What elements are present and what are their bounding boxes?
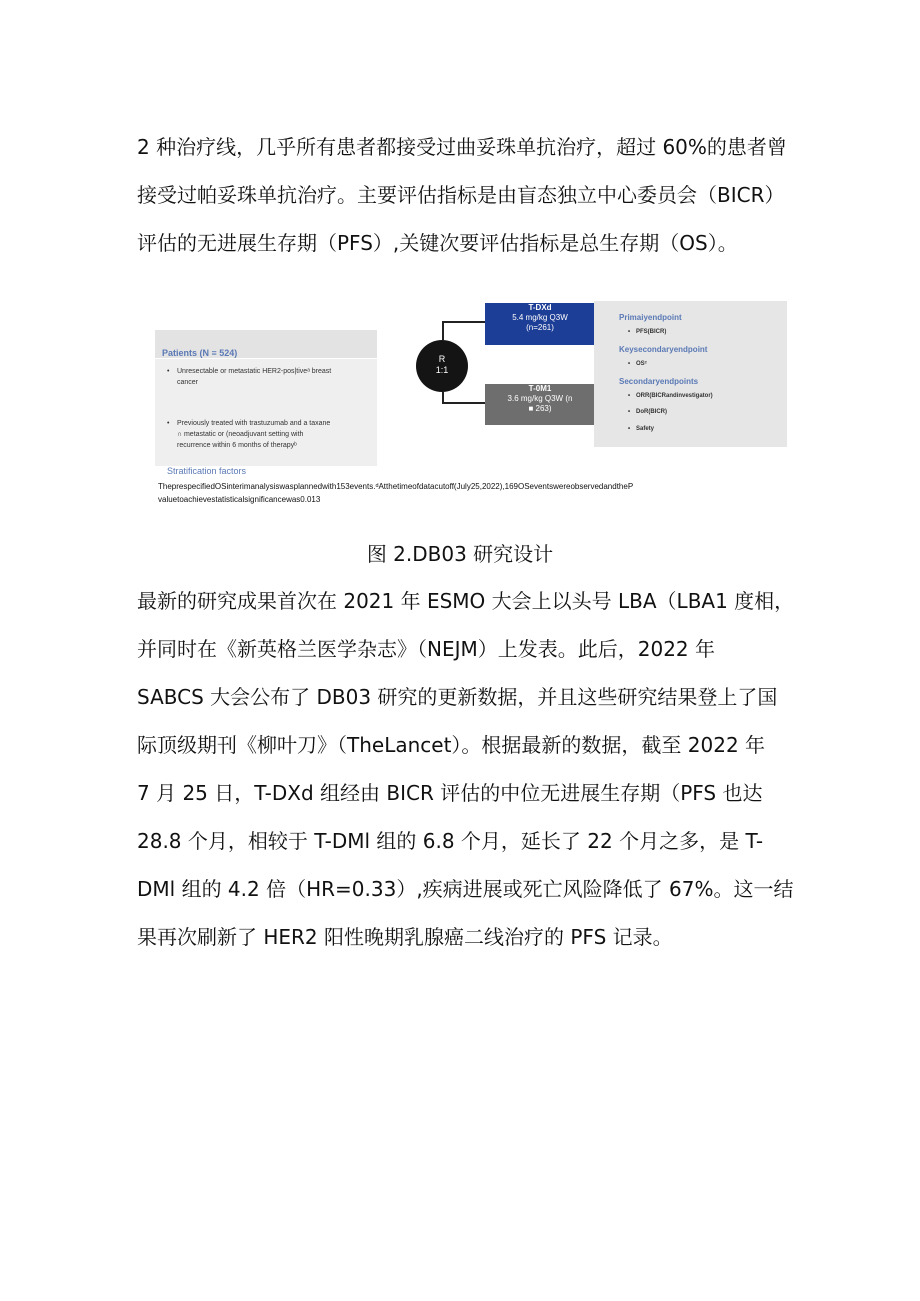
t-dm1-arm <box>485 384 595 425</box>
text-line: 际顶级期刊《柳叶刀》（TheLancet）。根据最新的数据，截至 2022 年 <box>137 733 766 757</box>
text-line: 果再次刷新了 HER2 阳性晚期乳腺癌二线治疗的 PFS 记录。 <box>137 925 673 949</box>
connector-line <box>442 321 485 323</box>
arm-dose: 5.4 mg/kg Q3W <box>512 313 568 322</box>
arm-name: T-DXd <box>528 303 552 312</box>
connector-line <box>442 321 444 340</box>
arm-n: ■ 263) <box>528 404 552 413</box>
arm-dose: 3.6 mg/kg Q3W (n <box>507 394 573 403</box>
bullet-line: recurrence within 6 months of therapyᵇ <box>177 442 297 449</box>
results-paragraph <box>137 577 797 961</box>
patients-title: Patients (N ≡ 524) <box>162 348 238 358</box>
secondary-endpoint-item: • DoR(BICR) <box>636 409 667 415</box>
footnote-line: TheprespecifiedOSinterimanalysiswasplannedwith153events.ᵈAtthetimeofdatacutoff(July25,2022),169OSeventswereobservedandtheP <box>158 482 634 491</box>
key-secondary-endpoint-title: Keysecondaryendpoint <box>619 345 708 354</box>
stratification-label: Stratification factors <box>167 466 247 476</box>
footnote-line: valuetoachievestatisticalsignificancewas0.013 <box>158 495 321 504</box>
primary-endpoint-item: • PFS(BICR) <box>636 329 666 335</box>
bullet-line: • Previously treated with trastuzumab and a taxane <box>177 420 331 427</box>
randomization-circle <box>416 340 468 392</box>
t-dxd-arm <box>485 303 595 345</box>
eligibility-bullet-1 <box>177 366 331 388</box>
text-line: DMl 组的 4.2 倍（HR=0.33）,疾病进展或死亡风险降低了 67%。这一结 <box>137 877 794 901</box>
randomization-label: R <box>438 354 446 364</box>
text-line: 2 种治疗线，几乎所有患者都接受过曲妥珠单抗治疗，超过 60%的患者曾 <box>137 135 787 159</box>
key-secondary-endpoint-item: • OSᶜ <box>636 361 647 367</box>
secondary-endpoint-item: • Safety <box>636 426 654 432</box>
arm-n: (n=261) <box>526 323 554 332</box>
secondary-endpoint-item: • ORR(BICRandinvestigator) <box>636 393 713 399</box>
text-line: 28.8 个月，相较于 T-DMl 组的 6.8 个月，延长了 22 个月之多，是 T- <box>137 829 764 853</box>
text-line: 最新的研究成果首次在 2021 年 ESMO 大会上以头号 LBA（LBA1 度相， <box>137 589 795 613</box>
text-line: 7 月 25 日，T-DXd 组经由 BICR 评估的中位无进展生存期（PFS 也达 <box>137 781 763 805</box>
figure-caption: 图 2.DB03 研究设计 <box>366 542 554 566</box>
text-line: 评估的无进展生存期（PFS）,关键次要评估指标是总生存期（OS）。 <box>137 231 738 255</box>
randomization-ratio: 1:1 <box>435 365 449 375</box>
bullet-line: ∩ metastatic or (neoadjuvant setting with <box>177 431 304 438</box>
study-design-figure <box>150 296 790 506</box>
bullet-line: • Unresectable or metastatic HER2-pos|tiveᵃ breast <box>177 368 332 375</box>
secondary-endpoints-title: Secondaryendpoints <box>619 377 699 386</box>
arm-name: T-0M1 <box>528 384 552 393</box>
primary-endpoint-title: Primaiyendpoint <box>619 313 682 322</box>
connector-line <box>442 402 485 404</box>
text-line: 并同时在《新英格兰医学杂志》（NEJM）上发表。此后，2022 年 <box>137 637 716 661</box>
endpoints-panel <box>594 301 787 447</box>
intro-paragraph <box>137 123 797 267</box>
eligibility-bullet-2 <box>177 418 330 451</box>
text-line: 接受过帕妥珠单抗治疗。主要评估指标是由盲态独立中心委员会（BICR） <box>137 183 785 207</box>
text-line: SABCS 大会公布了 DB03 研究的更新数据，并且这些研究结果登上了国 <box>137 685 778 709</box>
bullet-line: cancer <box>177 379 199 386</box>
